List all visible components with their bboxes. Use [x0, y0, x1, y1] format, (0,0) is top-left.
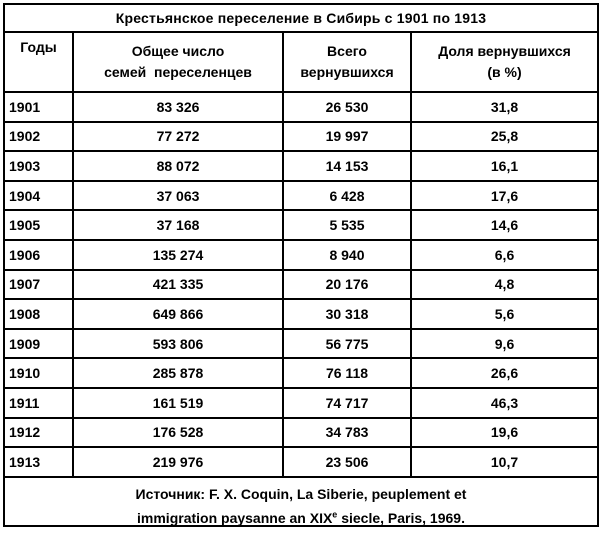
cell-total-families: 176 528	[73, 418, 283, 448]
cell-year: 1906	[5, 240, 73, 270]
source-line2-before: immigration paysanne an XIX	[137, 509, 333, 526]
source-note	[5, 477, 597, 534]
cell-share-returned: 19,6	[411, 418, 597, 448]
cell-returned: 20 176	[283, 270, 411, 300]
table-row	[5, 151, 597, 181]
cell-year: 1913	[5, 447, 73, 477]
data-table-frame	[3, 3, 599, 527]
cell-year: 1912	[5, 418, 73, 448]
header-share-line2: (в %)	[487, 64, 522, 80]
cell-total-families: 37 063	[73, 181, 283, 211]
cell-total-families: 135 274	[73, 240, 283, 270]
resettlement-table	[5, 5, 597, 534]
header-year: Годы	[5, 32, 73, 92]
cell-share-returned: 26,6	[411, 358, 597, 388]
cell-share-returned: 46,3	[411, 388, 597, 418]
cell-total-families: 285 878	[73, 358, 283, 388]
cell-share-returned: 16,1	[411, 151, 597, 181]
source-line1: Источник: F. X. Coquin, La Siberie, peuplement et	[135, 485, 467, 502]
header-returned	[283, 32, 411, 92]
header-total-line1: Общее число	[131, 43, 225, 59]
cell-year: 1911	[5, 388, 73, 418]
header-share-returned	[411, 32, 597, 92]
cell-total-families: 77 272	[73, 122, 283, 152]
cell-returned: 5 535	[283, 210, 411, 240]
source-line2-after: siecle, Paris, 1969.	[337, 509, 465, 526]
table-row	[5, 270, 597, 300]
header-total-line2: семей переселенцев	[104, 64, 252, 80]
header-share-line1: Доля вернувшихся	[438, 43, 571, 59]
header-returned-line1: Всего	[327, 43, 367, 59]
table-row	[5, 388, 597, 418]
cell-total-families: 593 806	[73, 329, 283, 359]
table-row	[5, 447, 597, 477]
table-row	[5, 122, 597, 152]
cell-share-returned: 17,6	[411, 181, 597, 211]
cell-share-returned: 25,8	[411, 122, 597, 152]
header-row	[5, 32, 597, 92]
cell-total-families: 88 072	[73, 151, 283, 181]
header-total-families	[73, 32, 283, 92]
cell-year: 1909	[5, 329, 73, 359]
cell-year: 1908	[5, 299, 73, 329]
cell-returned: 74 717	[283, 388, 411, 418]
table-row	[5, 92, 597, 122]
cell-year: 1902	[5, 122, 73, 152]
cell-returned: 19 997	[283, 122, 411, 152]
cell-share-returned: 14,6	[411, 210, 597, 240]
source-line2	[5, 506, 597, 530]
cell-year: 1907	[5, 270, 73, 300]
cell-total-families: 83 326	[73, 92, 283, 122]
table-title: Крестьянское переселение в Сибирь с 1901 по 1913	[5, 5, 597, 32]
source-line2-sup: e	[332, 509, 338, 520]
cell-year: 1904	[5, 181, 73, 211]
cell-returned: 14 153	[283, 151, 411, 181]
cell-share-returned: 10,7	[411, 447, 597, 477]
cell-total-families: 219 976	[73, 447, 283, 477]
cell-share-returned: 6,6	[411, 240, 597, 270]
cell-total-families: 37 168	[73, 210, 283, 240]
table-row	[5, 418, 597, 448]
cell-returned: 23 506	[283, 447, 411, 477]
cell-year: 1901	[5, 92, 73, 122]
cell-year: 1903	[5, 151, 73, 181]
cell-returned: 76 118	[283, 358, 411, 388]
cell-returned: 26 530	[283, 92, 411, 122]
cell-total-families: 421 335	[73, 270, 283, 300]
header-returned-line2: вернувшихся	[300, 64, 394, 80]
cell-returned: 34 783	[283, 418, 411, 448]
table-row	[5, 358, 597, 388]
cell-share-returned: 31,8	[411, 92, 597, 122]
table-row	[5, 210, 597, 240]
cell-returned: 6 428	[283, 181, 411, 211]
cell-returned: 56 775	[283, 329, 411, 359]
table-row	[5, 240, 597, 270]
table-row	[5, 329, 597, 359]
table-row	[5, 181, 597, 211]
cell-share-returned: 5,6	[411, 299, 597, 329]
cell-year: 1905	[5, 210, 73, 240]
cell-returned: 30 318	[283, 299, 411, 329]
cell-total-families: 161 519	[73, 388, 283, 418]
cell-total-families: 649 866	[73, 299, 283, 329]
cell-year: 1910	[5, 358, 73, 388]
cell-returned: 8 940	[283, 240, 411, 270]
table-row	[5, 299, 597, 329]
cell-share-returned: 9,6	[411, 329, 597, 359]
cell-share-returned: 4,8	[411, 270, 597, 300]
